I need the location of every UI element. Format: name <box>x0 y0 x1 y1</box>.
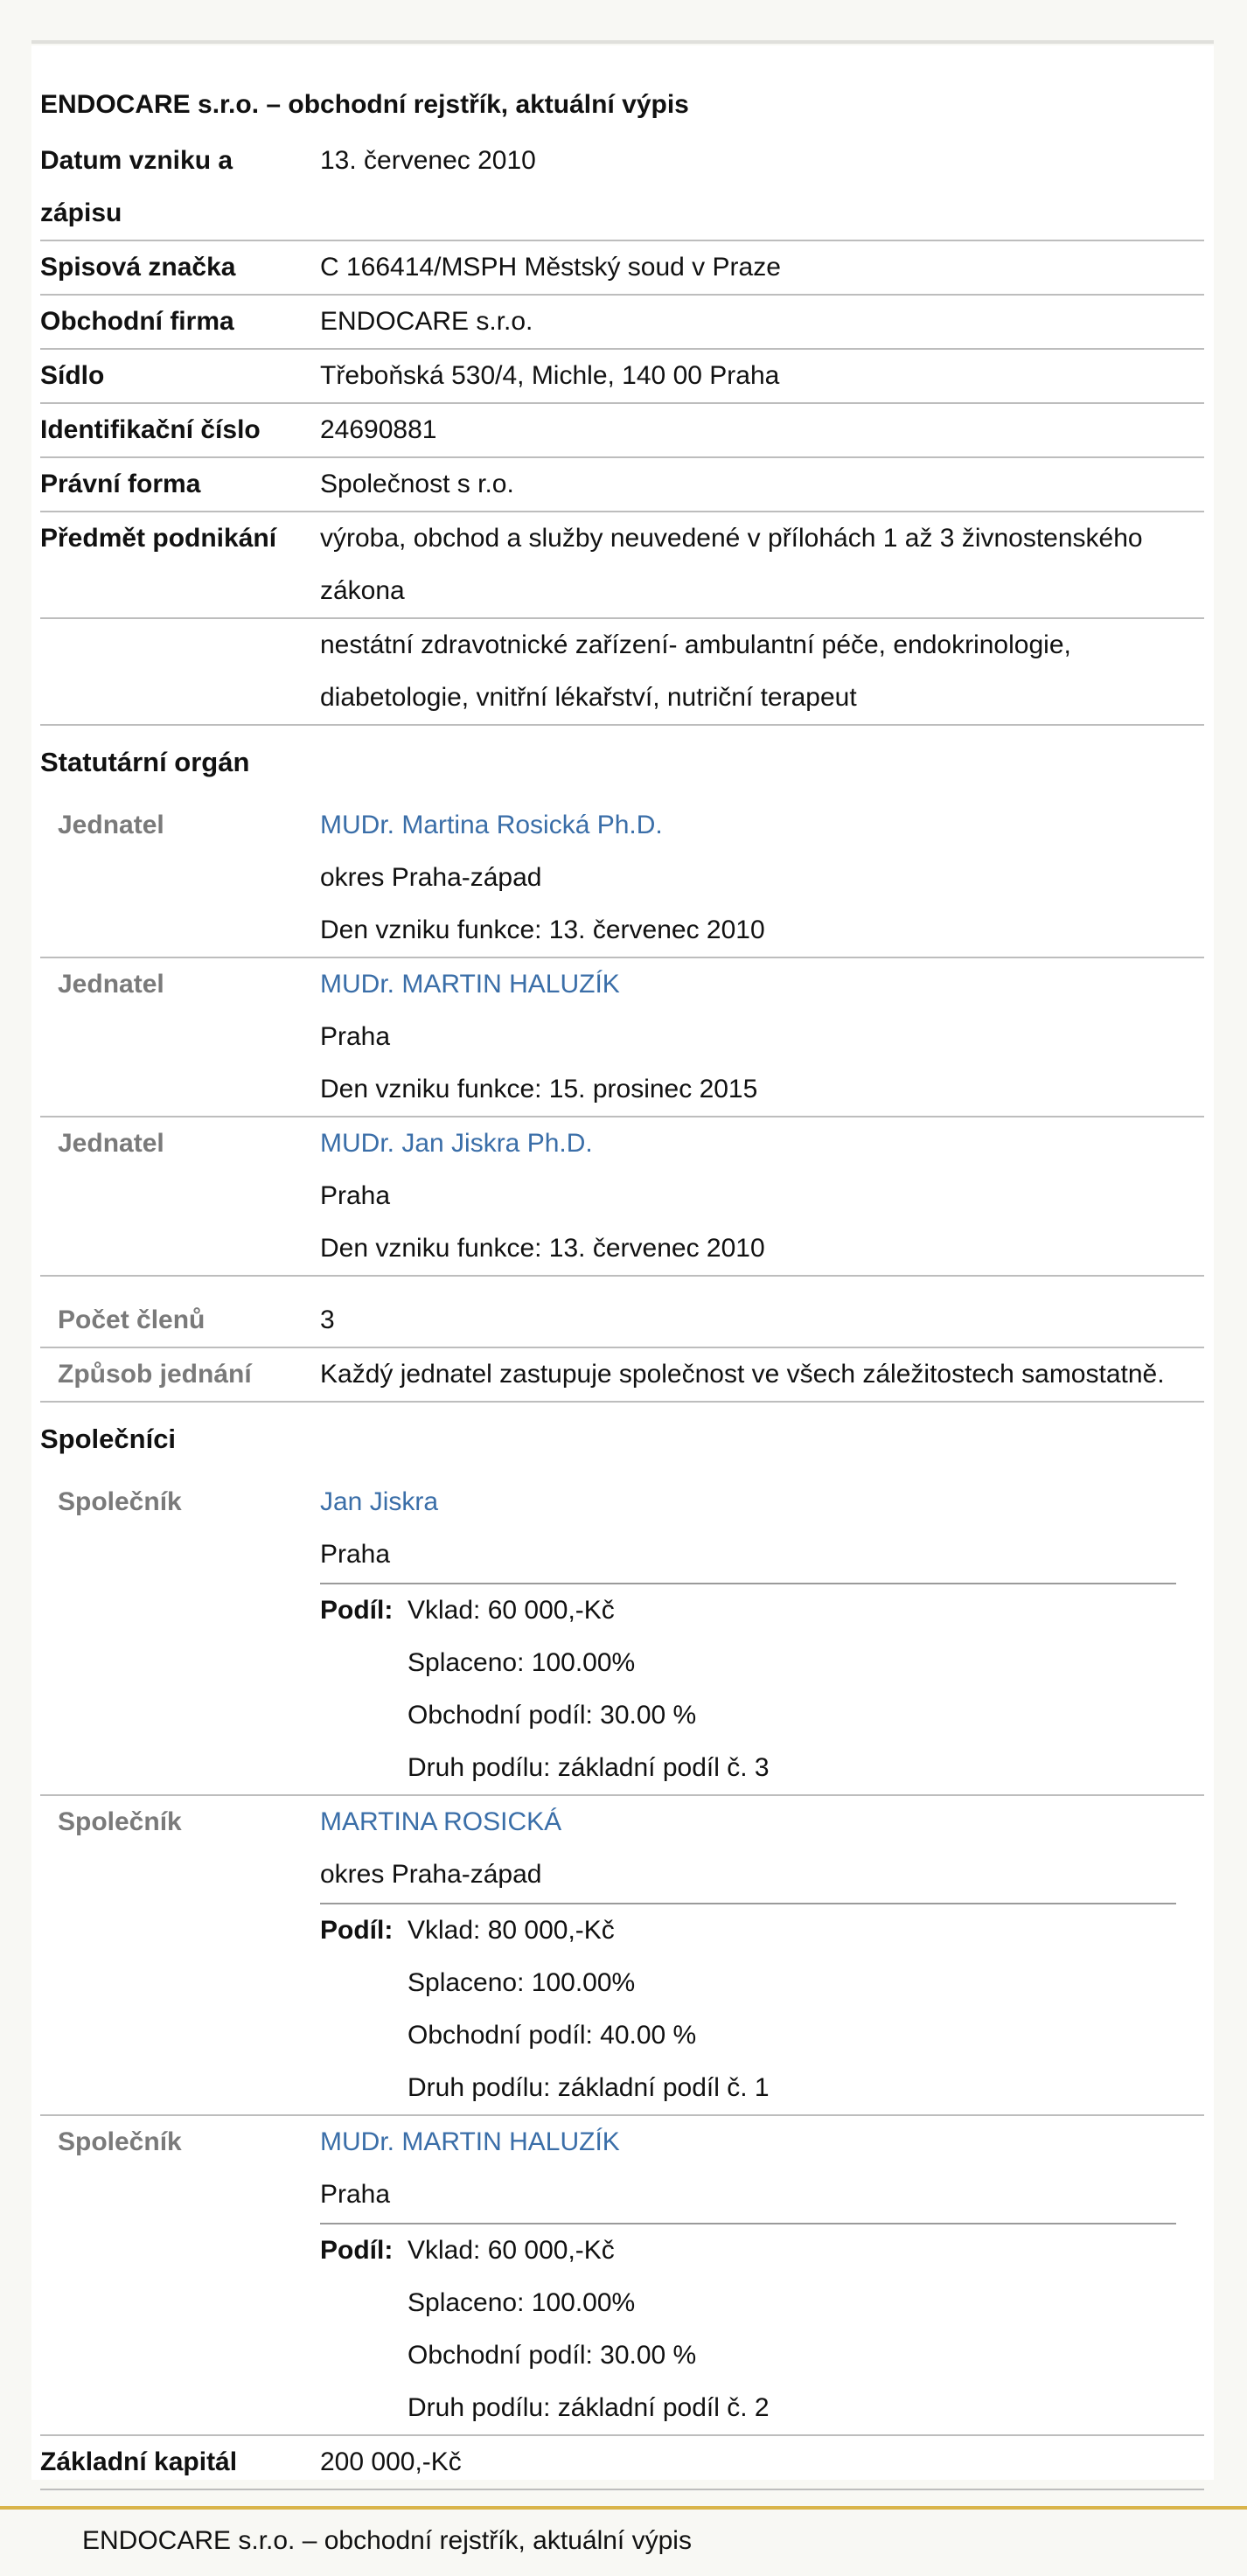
druh-podilu: Druh podílu: základní podíl č. 3 <box>408 1753 770 1782</box>
row-label-empty <box>40 619 320 724</box>
row-value: 200 000,-Kč <box>320 2447 462 2476</box>
role-label: Jednatel <box>58 811 164 839</box>
function-since: Den vzniku funkce: 15. prosinec 2015 <box>320 1075 758 1104</box>
obchodni-podil: Obchodní podíl: 30.00 % <box>408 1701 697 1730</box>
person-place: okres Praha-západ <box>320 863 542 892</box>
section-heading-statutarni: Statutární orgán <box>40 747 250 777</box>
row-value: Třeboňská 530/4, Michle, 140 00 Praha <box>320 361 780 390</box>
vklad: Vklad: 60 000,-Kč <box>408 2236 615 2265</box>
registry-content <box>40 45 1204 2490</box>
person-place: Praha <box>320 2180 391 2209</box>
row-label: Sídlo <box>40 361 105 390</box>
role-label: Společník <box>58 1487 182 1516</box>
podil-block <box>320 2223 1176 2434</box>
row-zpusob-jednani <box>40 1348 1204 1403</box>
role-label: Společník <box>58 1807 182 1836</box>
druh-podilu: Druh podílu: základní podíl č. 1 <box>408 2073 770 2102</box>
podil-block <box>320 1903 1176 2114</box>
obchodni-podil: Obchodní podíl: 40.00 % <box>408 2021 697 2050</box>
row-label: Spisová značka <box>40 253 236 282</box>
row-zakladni-kapital <box>40 2436 1204 2490</box>
row-value: Společnost s r.o. <box>320 470 514 498</box>
role-label: Společník <box>58 2127 182 2156</box>
row-obchodni-firma <box>40 296 1204 350</box>
podil-label: Podíl: <box>320 1596 394 1625</box>
role-label: Jednatel <box>58 1129 164 1158</box>
row-pravni-forma <box>40 458 1204 512</box>
splaceno: Splaceno: 100.00% <box>408 1648 636 1677</box>
function-since: Den vzniku funkce: 13. červenec 2010 <box>320 916 765 944</box>
footer-title: ENDOCARE s.r.o. – obchodní rejstřík, aktuální výpis <box>82 2526 692 2555</box>
row-value: C 166414/MSPH Městský soud v Praze <box>320 253 781 282</box>
row-label: Právní forma <box>40 470 201 498</box>
row-label: Datum vzniku a zápisu <box>40 146 233 227</box>
row-value: 13. červenec 2010 <box>320 146 536 175</box>
page-title: ENDOCARE s.r.o. – obchodní rejstřík, aktuální výpis <box>40 90 689 119</box>
podil-label: Podíl: <box>320 1916 394 1945</box>
registry-card <box>31 45 1214 2480</box>
row-predmet-1 <box>40 512 1204 619</box>
row-value: 24690881 <box>320 415 437 444</box>
row-value: nestátní zdravotnické zařízení- ambulantní péče, endokrinologie, diabetologie, vnitřní lékařství, nutriční terapeut <box>320 630 1071 712</box>
spolecnik-row <box>40 1476 1204 1796</box>
row-label: Základní kapitál <box>40 2447 238 2476</box>
spolecnik-row <box>40 2116 1204 2436</box>
splaceno: Splaceno: 100.00% <box>408 2288 636 2317</box>
row-value: 3 <box>320 1305 335 1334</box>
person-link[interactable]: MUDr. Jan Jiskra Ph.D. <box>320 1129 593 1158</box>
function-since: Den vzniku funkce: 13. červenec 2010 <box>320 1234 765 1263</box>
footer-bar <box>0 2506 1247 2576</box>
person-link[interactable]: MUDr. Martina Rosická Ph.D. <box>320 811 663 839</box>
jednatel-row <box>40 799 1204 958</box>
row-label: Způsob jednání <box>58 1360 252 1389</box>
row-value: výroba, obchod a služby neuvedené v přílohách 1 až 3 živnostenského zákona <box>320 524 1143 605</box>
podil-block <box>320 1583 1176 1794</box>
person-link[interactable]: Jan Jiskra <box>320 1487 439 1516</box>
row-pocet-clenu <box>40 1294 1204 1348</box>
row-label: Počet členů <box>58 1305 206 1334</box>
row-label: Identifikační číslo <box>40 415 261 444</box>
person-link[interactable]: MUDr. MARTIN HALUZÍK <box>320 2127 620 2156</box>
splaceno: Splaceno: 100.00% <box>408 1968 636 1997</box>
row-sidlo <box>40 350 1204 404</box>
person-place: Praha <box>320 1022 391 1051</box>
row-label: Obchodní firma <box>40 307 234 336</box>
row-datum <box>40 135 1204 241</box>
person-link[interactable]: MARTINA ROSICKÁ <box>320 1807 562 1836</box>
role-label: Jednatel <box>58 970 164 999</box>
top-divider <box>31 40 1214 44</box>
row-spisova-znacka <box>40 241 1204 296</box>
row-value: Každý jednatel zastupuje společnost ve všech záležitostech samostatně. <box>320 1360 1165 1389</box>
jednatel-row <box>40 1117 1204 1277</box>
person-link[interactable]: MUDr. MARTIN HALUZÍK <box>320 970 620 999</box>
vklad: Vklad: 60 000,-Kč <box>408 1596 615 1625</box>
row-label: Předmět podnikání <box>40 524 277 553</box>
row-ic <box>40 404 1204 458</box>
obchodni-podil: Obchodní podíl: 30.00 % <box>408 2341 697 2370</box>
jednatel-row <box>40 958 1204 1117</box>
person-place: Praha <box>320 1540 391 1569</box>
row-value: ENDOCARE s.r.o. <box>320 307 533 336</box>
vklad: Vklad: 80 000,-Kč <box>408 1916 615 1945</box>
druh-podilu: Druh podílu: základní podíl č. 2 <box>408 2393 770 2422</box>
section-heading-spolecnici: Společníci <box>40 1424 177 1454</box>
podil-label: Podíl: <box>320 2236 394 2265</box>
person-place: okres Praha-západ <box>320 1860 542 1889</box>
spolecnik-row <box>40 1796 1204 2116</box>
person-place: Praha <box>320 1181 391 1210</box>
row-predmet-2 <box>40 619 1204 726</box>
